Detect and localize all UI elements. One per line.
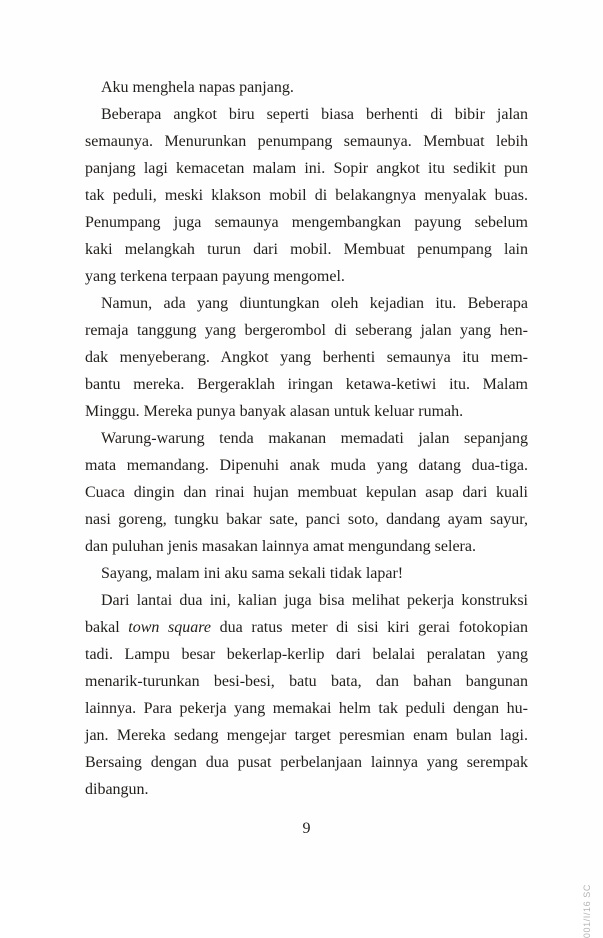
page-number: 9 xyxy=(302,820,311,837)
text-line: jan. Mereka sedang mengejar target peresmian enam bulan lagi. xyxy=(85,727,528,744)
text-line: tak peduli, meski klakson mobil di belakangnya menyalak buas. xyxy=(85,187,528,204)
italic-text-segment: town square xyxy=(128,619,211,636)
text-segment: dua ratus meter di sisi kiri gerai fotokopian xyxy=(211,619,528,636)
text-line: menarik-turunkan besi-besi, batu bata, dan bahan bangunan xyxy=(85,673,528,690)
text-line: Minggu. Mereka punya banyak alasan untuk keluar rumah. xyxy=(85,403,464,420)
text-segment: bakal xyxy=(85,619,129,636)
text-line: panjang lagi kemacetan malam ini. Sopir angkot itu sedikit pun xyxy=(85,160,528,177)
text-line: dak menyeberang. Angkot yang berhenti semaunya itu mem- xyxy=(85,349,528,366)
text-line: nasi goreng, tungku bakar sate, panci soto, dandang ayam sayur, xyxy=(85,511,528,528)
text-line: remaja tanggung yang bergerombol di seberang jalan yang hen- xyxy=(85,322,528,339)
text-line: Sayang, malam ini aku sama sekali tidak lapar! xyxy=(101,565,404,582)
text-line: kaki melangkah turun dari mobil. Membuat penumpang lain xyxy=(85,241,528,258)
text-line: semaunya. Menurunkan penumpang semaunya. Membuat lebih xyxy=(85,133,528,150)
text-block xyxy=(85,74,528,803)
text-line: Bersaing dengan dua pusat perbelanjaan lainnya yang serempak xyxy=(85,754,528,771)
text-line: Cuaca dingin dan rinai hujan membuat kepulan asap dari kuali xyxy=(85,484,528,501)
text-line: Dari lantai dua ini, kalian juga bisa melihat pekerja konstruksi xyxy=(101,592,528,609)
text-line: bantu mereka. Bergeraklah iringan ketawa-ketiwi itu. Malam xyxy=(85,376,528,393)
text-line: Beberapa angkot biru seperti biasa berhenti di bibir jalan xyxy=(101,106,528,123)
text-line: Warung-warung tenda makanan memadati jalan sepanjang xyxy=(101,430,528,447)
text-line: dibangun. xyxy=(85,781,149,798)
text-line: Penumpang juga semaunya mengembangkan payung sebelum xyxy=(85,214,528,231)
text-line: tadi. Lampu besar bekerlap-kerlip dari belalai peralatan yang xyxy=(85,646,528,663)
text-line: yang terkena terpaan payung mengomel. xyxy=(85,268,345,285)
text-line: Namun, ada yang diuntungkan oleh kejadian itu. Beberapa xyxy=(101,295,528,312)
text-line: Aku menghela napas panjang. xyxy=(101,79,294,96)
text-line xyxy=(85,614,528,641)
text-line: dan puluhan jenis masakan lainnya amat mengundang selera. xyxy=(85,538,476,555)
print-code-vertical: 001/I/16 SC xyxy=(582,884,592,938)
text-line: lainnya. Para pekerja yang memakai helm tak peduli dengan hu- xyxy=(85,700,528,717)
text-line: mata memandang. Dipenuhi anak muda yang datang dua-tiga. xyxy=(85,457,528,474)
